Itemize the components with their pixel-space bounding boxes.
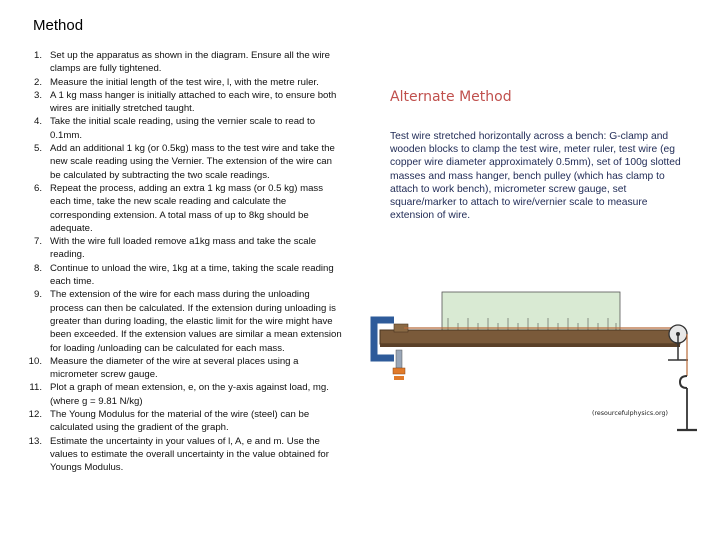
step-text: Continue to unload the wire, 1kg at a time, taking the scale reading each time. xyxy=(50,262,334,288)
step-text: Measure the diameter of the wire at several places using a micrometer screw gauge. xyxy=(50,355,299,381)
step-number: 12. xyxy=(28,409,42,421)
step-text: A 1 kg mass hanger is initially attached to each wire, to ensure both wires are initially stretched taught. xyxy=(50,89,337,115)
step-text: The extension of the wire for each mass during the unloading process can then be calculated. If the extension during unloading is greater than during loading, the elastic limit for the wire might have been exceeded. If the extension values are similar a mean extension for loading /unloading can be calculated for each mass. xyxy=(50,289,342,354)
list-item xyxy=(12,89,342,116)
step-number: 10. xyxy=(28,355,42,367)
alternate-method-heading: Alternate Method xyxy=(390,89,512,105)
step-text: Set up the apparatus as shown in the diagram. Ensure all the wire clamps are fully tightened. xyxy=(50,50,330,75)
step-text: Take the initial scale reading, using the vernier scale to read to 0.1mm. xyxy=(50,116,316,141)
step-number: 5. xyxy=(33,143,42,155)
step-number: 13. xyxy=(28,435,42,447)
list-item xyxy=(12,355,342,382)
list-item xyxy=(12,408,342,435)
list-item xyxy=(12,235,342,262)
work-bench xyxy=(380,330,680,344)
bench-edge xyxy=(380,344,680,347)
step-number: 1. xyxy=(33,50,42,61)
step-text: Plot a graph of mean extension, e, on the y-axis against load, mg. (where g = 9.81 N/kg) xyxy=(50,382,329,407)
list-item xyxy=(12,381,342,408)
step-text: Repeat the process, adding an extra 1 kg mass (or 0.5 kg) mass each time, take the new scale reading and calculate the corresponding extension. A total mass of up to 8kg should be adequate. xyxy=(50,182,324,234)
step-number: 11. xyxy=(29,382,42,394)
step-number: 8. xyxy=(33,262,42,274)
list-item xyxy=(12,142,342,182)
step-text: Add an additional 1 kg (or 0.5kg) mass to the test wire and take the new scale reading using the Vernier. The extension of the wire can be calculated by subtracting the two scale readings. xyxy=(50,143,335,181)
page-title: Method xyxy=(33,17,84,34)
alternate-method-text: Test wire stretched horizontally across a bench: G-clamp and wooden blocks to clamp the test wire, meter ruler, test wire (eg copper wire diameter approximately 0.5mm), set of 100g slotted masses and mass hanger, bench pulley (which has clamp to attach to work bench), micrometer screw gauge, set square/marker to attach to wire/vernier scale to measure extension of wire. xyxy=(390,131,681,222)
list-item xyxy=(12,435,342,475)
list-item xyxy=(12,182,342,235)
step-text: Estimate the uncertainty in your values of l, A, e and m. Use the values to estimate the overall uncertainty in the value obtained for Youngs Modulus. xyxy=(50,435,329,474)
step-number: 6. xyxy=(33,182,42,194)
step-number: 7. xyxy=(33,236,42,248)
source-credit: (resourcefulphysics.org) xyxy=(592,410,668,417)
step-number: 2. xyxy=(33,76,42,88)
step-number: 4. xyxy=(33,116,42,128)
step-number: 3. xyxy=(33,89,42,101)
list-item xyxy=(12,76,342,89)
step-text: The Young Modulus for the material of the wire (steel) can be calculated using the gradient of the graph. xyxy=(50,409,310,434)
step-number: 9. xyxy=(33,289,42,301)
list-item xyxy=(12,262,342,289)
method-steps-list xyxy=(12,49,342,475)
list-item xyxy=(12,288,342,354)
apparatus-diagram xyxy=(360,290,700,440)
metre-ruler xyxy=(442,292,620,330)
step-text: With the wire full loaded remove a1kg mass and take the scale reading. xyxy=(50,236,317,261)
mass-hanger-hook xyxy=(680,376,687,388)
step-text: Measure the initial length of the test wire, l, with the metre ruler. xyxy=(50,76,319,88)
list-item xyxy=(12,49,342,76)
list-item xyxy=(12,115,342,142)
